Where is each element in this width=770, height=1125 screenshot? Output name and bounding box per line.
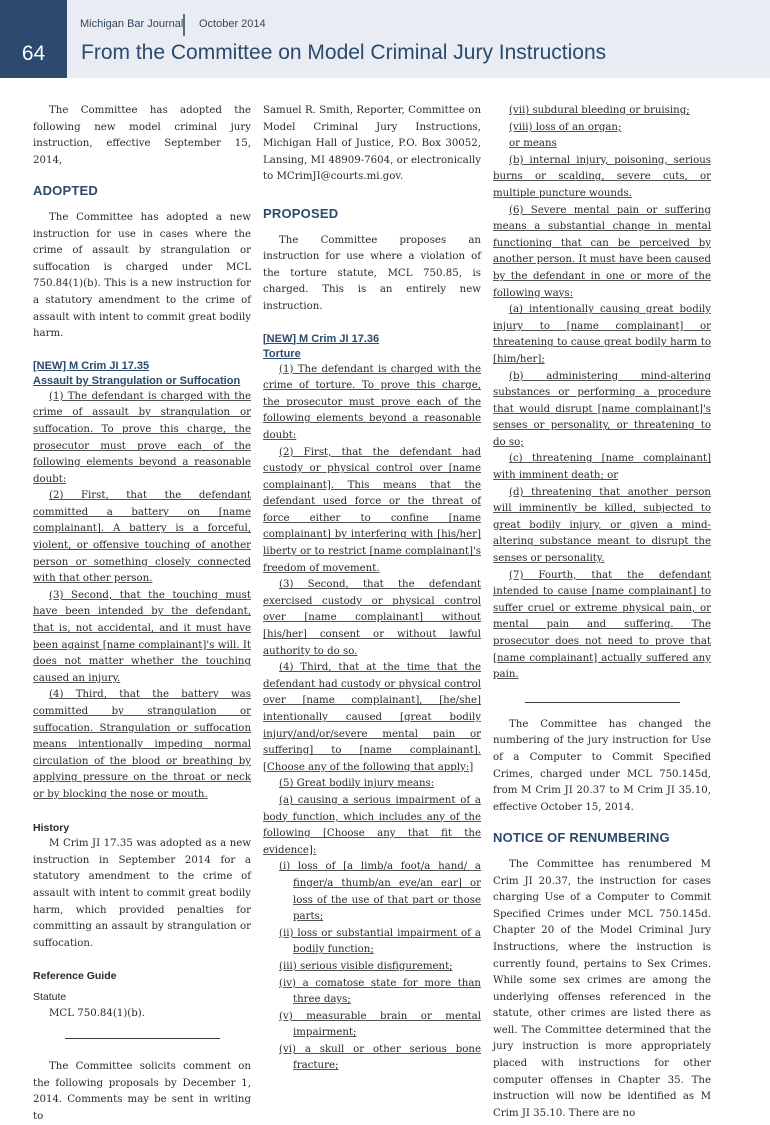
instruction-paragraph: (2) First, that the defendant committed a battery on [name complainant]. A battery is a forceful, violent, or offensive touching of another person or something closely connected with that other person. (33, 490, 251, 585)
list-item: (iii) serious visible disfigurement; (279, 960, 453, 972)
list-item: (ii) loss or substantial impairment of a bodily function; (279, 927, 481, 956)
column-1 (33, 103, 251, 1125)
statute-text: MCL 750.84(1)(b). (49, 1007, 146, 1019)
history-text: M Crim JI 17.35 was adopted as a new instruction in September 2014 for a statutory amendment to the crime of assault with intent to commit great bodily harm, which provided penalties for committing an assault by strangulation or suffocation. (33, 838, 251, 949)
instruction-title: Torture (263, 347, 301, 360)
instruction-paragraph: (1) The defendant is charged with the crime of assault by strangulation or suffocation. To prove this charge, the prosecutor must prove each of the following elements beyond a reasonable doubt: (33, 390, 251, 485)
page-header (0, 0, 770, 78)
instruction-paragraph: (4) Third, that at the time that the defendant had custody or physical control over [name complainant], [he/she] intentionally caused [great bodily injury/and/or/severe mental pain or suffering] to [name complainant]. [Choose any of the following that apply:] (263, 662, 481, 773)
reference-guide-heading: Reference Guide (33, 970, 117, 983)
list-item: (i) loss of [a limb/a foot/a hand/ a finger/a thumb/an eye/an ear] or loss of the use of that part or those parts; (279, 861, 481, 923)
instruction-paragraph: (7) Fourth, that the defendant intended to cause [name complainant] to suffer cruel or extreme physical pain, or mental pain and suffering. The prosecutor does not need to prove that [name complainant] actually suffered any pain. (493, 569, 711, 681)
instruction-paragraph: (3) Second, that the defendant exercised custody or physical control over [name complainant] without [his/her] consent or without lawful authority to do so. (263, 579, 481, 657)
instruction-paragraph: (3) Second, that the touching must have been intended by the defendant, that is, not accidental, and it must have been against [name complainant]'s will. It does not matter whether the touching caused an injury. (33, 589, 251, 684)
adopted-heading: ADOPTED (33, 183, 98, 199)
list-item: (vii) subdural bleeding or bruising; (509, 105, 690, 116)
renumber-change-text: The Committee has changed the numbering of the jury instruction for Use of a Computer to Commit Specified Crimes, charged under MCL 750.145d, from M Crim JI 20.37 to M Crim JI 35.10, effective October 15, 2014. (493, 718, 711, 813)
history-heading: History (33, 821, 70, 834)
column-2 (263, 103, 481, 1075)
list-item: (iv) a comatose state for more than three days; (279, 977, 481, 1006)
list-item: (viii) loss of an organ; (509, 121, 622, 133)
page-number: 64 (21, 42, 46, 65)
instruction-number: [NEW] M Crim JI 17.35 (33, 359, 150, 372)
instruction-paragraph: (5) Great bodily injury means: (279, 778, 435, 790)
column-3 (493, 103, 711, 1122)
instruction-paragraph: (4) Third, that the battery was committed by strangulation or suffocation. Strangulation or suffocation means intentionally impeding normal circulation of the blood or breathing by applying pressure on the throat or neck or by blocking the nose or mouth. (33, 689, 251, 800)
notice-text: The Committee has renumbered M Crim JI 20.37, the instruction for cases charging Use of a Computer to Commit Specified Crimes under MCL 750.145d. Chapter 20 of the Model Criminal Jury Instructions, where the instruction is currently found, pertains to Sex Crimes. While some sex crimes are among the underlying offenses referenced in the statute, other crimes are listed there as well. The Committee determined that the jury instruction is more appropriately placed with instructions for other computer offenses in Chapter 35. The instruction will now be identified as M Crim JI 35.10. There are no (493, 858, 711, 1119)
proposed-text: The Committee proposes an instruction for use where a violation of the torture statute, MCL 750.85, is charged. This is an entirely new instruction. (263, 234, 481, 312)
notice-heading: NOTICE OF RENUMBERING (493, 830, 670, 846)
title-block (67, 0, 770, 78)
instruction-paragraph: (a) causing a serious impairment of a body function, which includes any of the following [Choose any that fit the evidence]: (263, 794, 481, 856)
issue-date: October 2014 (199, 18, 266, 30)
adopted-text: The Committee has adopted a new instruction for use in cases where the crime of assault by strangulation or suffocation is charged under MCL 750.84(1)(b). This is a new instruction for a statutory amendment to the crime of assault with intent to commit great bodily harm. (33, 211, 251, 340)
instruction-paragraph: (d) threatening that another person will imminently be killed, subjected to great bodily injury, or given a mind-altering substance meant to disrupt the senses or personality. (493, 486, 711, 565)
instruction-paragraph: (6) Severe mental pain or suffering means a substantial change in mental functioning that can be perceived by another person. It must have been caused by the defendant in one or more of the following ways: (493, 204, 711, 299)
proposed-heading: PROPOSED (263, 205, 339, 221)
page-title: From the Committee on Model Criminal Jury Instructions (81, 41, 607, 64)
instruction-title: Assault by Strangulation or Suffocation (33, 374, 241, 387)
instruction-number: [NEW] M Crim JI 17.36 (263, 332, 380, 345)
instruction-paragraph: (a) intentionally causing great bodily injury to [name complainant] or threatening to cause great bodily harm to [him/her]; (493, 304, 711, 365)
list-item: (v) measurable brain or mental impairment; (279, 1010, 481, 1039)
contact-text: Samuel R. Smith, Reporter, Committee on Model Criminal Jury Instructions, Michigan Hall of Justice, P.O. Box 30052, Lansing, MI 48909-7604, or electronically to MCrimJI@courts.mi.gov. (263, 105, 481, 183)
instruction-paragraph: (2) First, that the defendant had custody or physical control over [name complainant]. This means that the defendant used force or the threat of force either to confine [name complainant] by interfering with [his/her] liberty or to restrict [name complainant]'s freedom of movement. (263, 446, 481, 574)
intro-text: The Committee has adopted the following new model criminal jury instruction, effective September 15, 2014, (33, 105, 251, 166)
page-number-block (0, 0, 67, 78)
list-item: or means (509, 138, 557, 150)
list-item: (vi) a skull or other serious bone fracture; (279, 1043, 481, 1072)
journal-name: Michigan Bar Journal (80, 18, 184, 30)
instruction-paragraph: (b) administering mind-altering substances or performing a procedure that would disrupt [name complainant]'s senses or personality, or threatening to do so; (493, 370, 711, 448)
instruction-paragraph: (c) threatening [name complainant] with imminent death; or (493, 453, 711, 482)
comment-text: The Committee solicits comment on the following proposals by December 1, 2014. Comments may be sent in writing to (33, 1061, 251, 1122)
instruction-paragraph: (b) internal injury, poisoning, serious burns or scalding, severe cuts, or multiple puncture wounds. (493, 154, 711, 199)
instruction-paragraph: (1) The defendant is charged with the crime of torture. To prove this charge, the prosecutor must prove each of the following elements beyond a reasonable doubt: (263, 363, 481, 441)
statute-heading: Statute (33, 990, 67, 1003)
